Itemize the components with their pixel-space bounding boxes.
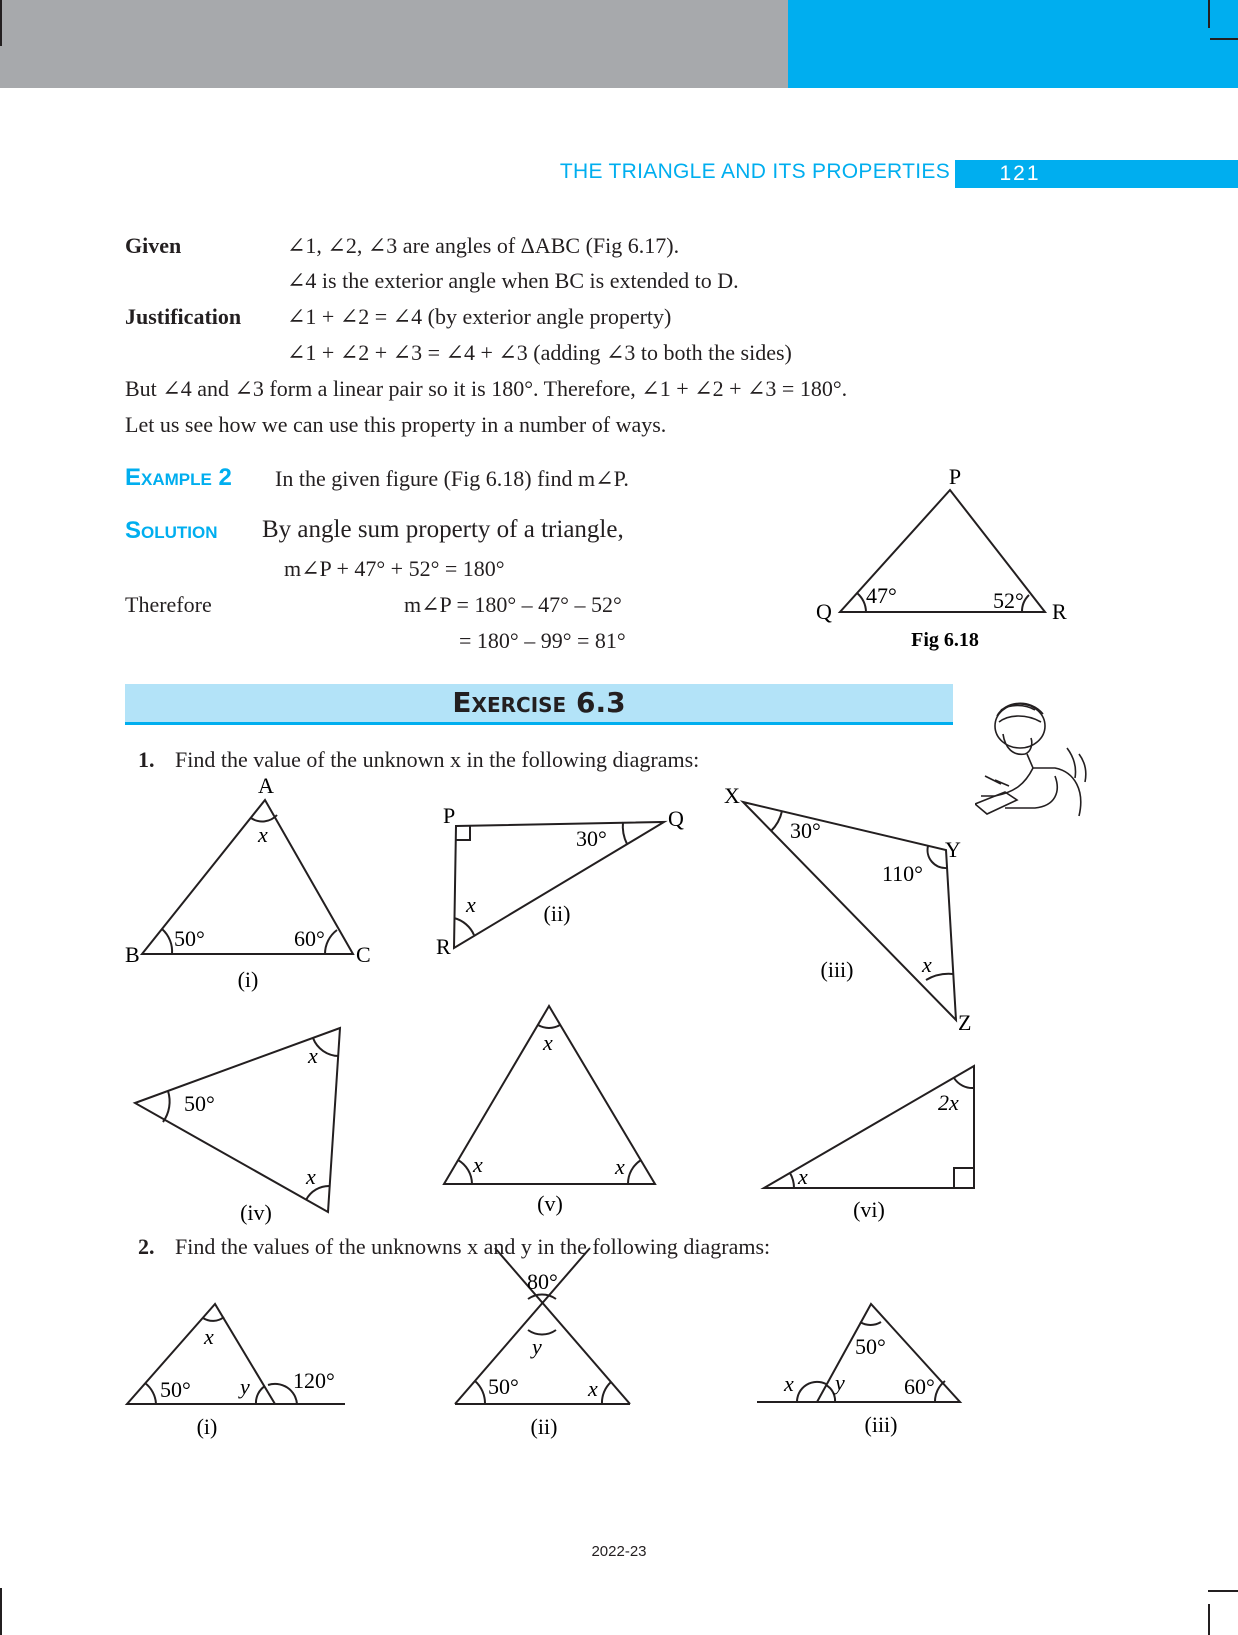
crop-mark [1208, 1604, 1210, 1635]
exercise-title: Exercise 6.3 [452, 686, 626, 719]
q1-ii-angle-q: 30° [576, 826, 607, 851]
q2-ii-arc-vertical [528, 1294, 556, 1299]
example-question: In the given figure (Fig 6.18) find m∠P. [275, 466, 629, 491]
q1-vi-angle-top: 2x [938, 1090, 959, 1115]
q1-iii-label-x: X [724, 783, 740, 808]
therefore-label: Therefore [125, 592, 212, 617]
q2-i-caption: (i) [196, 1414, 218, 1439]
q1-i-label-a: A [258, 773, 274, 798]
q2-ii-caption: (ii) [530, 1414, 558, 1439]
q2-ii-arc-right [602, 1382, 611, 1404]
q1-ii-arc-q [623, 822, 627, 844]
q1-v-angle-right: x [615, 1154, 625, 1179]
q2-i-triangle [127, 1304, 275, 1404]
exercise-diagrams [0, 770, 1238, 1560]
angle-arc-q [857, 593, 866, 612]
q1-ii-label-r: R [436, 934, 451, 959]
q2-ii-side-left [455, 1248, 590, 1404]
q2-iii-arc-top [860, 1322, 881, 1325]
q2-i-arc-left [145, 1383, 156, 1404]
crop-mark [1208, 1590, 1238, 1592]
q1-i-angle-right: 60° [294, 926, 325, 951]
q2-iii-caption: (iii) [864, 1412, 898, 1437]
q2-i-angle-top: x [204, 1324, 214, 1349]
q1-ii-caption: (ii) [543, 901, 571, 926]
q1-iii-label-y: Y [945, 837, 961, 862]
q1-v-angle-top: x [543, 1030, 553, 1055]
q1-ii-label-p: P [443, 803, 456, 828]
q2-i-arc-y [256, 1386, 265, 1404]
q1-vi-arc-left [790, 1173, 794, 1188]
q1-vi-triangle [764, 1066, 974, 1188]
q1-ii-arc-r [454, 918, 474, 935]
given-label: Given [125, 233, 182, 258]
q1-number: 1. [138, 747, 155, 772]
solution-line-3: m∠P = 180° – 47° – 52° [404, 592, 622, 617]
crop-mark [0, 0, 2, 46]
crop-mark [0, 1588, 2, 1635]
q2-number: 2. [138, 1234, 155, 1259]
solution-line-1: By angle sum property of a triangle, [262, 516, 624, 543]
footer-year: 2022-23 [591, 1543, 647, 1560]
justification-line-1: ∠1 + ∠2 = ∠4 (by exterior angle property) [287, 304, 672, 329]
figure-6-18 [800, 460, 1090, 660]
q2-i-angle-ext: 120° [293, 1368, 335, 1393]
q1-vi-right-angle [954, 1168, 974, 1188]
page-number: 121 [999, 162, 1041, 185]
q2-ii-arc-left [475, 1381, 485, 1404]
q2-iii-angle-top: 50° [855, 1334, 886, 1359]
q1-iii-label-z: Z [958, 1010, 972, 1035]
q1-text: Find the value of the unknown x in the following diagrams: [175, 747, 700, 772]
q2-i-arc-top [203, 1317, 224, 1321]
figure-caption: Fig 6.18 [911, 629, 979, 651]
q1-v-arc-left [458, 1160, 472, 1184]
q1-i-caption: (i) [237, 967, 259, 992]
q1-vi-angle-left: x [798, 1164, 808, 1189]
q1-iv-angle-left: 50° [184, 1091, 215, 1116]
q1-vi-caption: (vi) [853, 1197, 885, 1222]
intro-text: Let us see how we can use this property in a number of ways. [125, 412, 667, 437]
solution-label: Solution [125, 517, 218, 544]
header-gray-bar [0, 0, 788, 88]
solution-line-2: m∠P + 47° + 52° = 180° [284, 556, 505, 581]
justification-line-2: ∠1 + ∠2 + ∠3 = ∠4 + ∠3 (adding ∠3 to both the sides) [287, 340, 792, 365]
vertex-r-label: R [1052, 599, 1067, 624]
q1-v-angle-left: x [473, 1152, 483, 1177]
q2-iii-angle-right: 60° [904, 1374, 935, 1399]
conclusion-text: But ∠4 and ∠3 form a linear pair so it is 180°. Therefore, ∠1 + ∠2 + ∠3 = 180°. [125, 376, 848, 401]
q1-ii-triangle [454, 822, 664, 948]
q1-i-label-b: B [125, 942, 140, 967]
q1-i-label-c: C [356, 942, 371, 967]
q2-i-angle-left: 50° [160, 1377, 191, 1402]
q2-iii-angle-x: x [784, 1371, 794, 1396]
q2-iii-angle-y: y [835, 1370, 845, 1395]
q1-vi-arc-top [954, 1078, 974, 1088]
q1-v-arc-top [538, 1025, 560, 1028]
q1-iii-caption: (iii) [820, 957, 854, 982]
q1-iv-angle-top: x [308, 1043, 318, 1068]
given-line-2: ∠4 is the exterior angle when BC is extended to D. [287, 268, 739, 293]
angle-q-label: 47° [866, 583, 897, 608]
angle-r-label: 52° [993, 588, 1024, 613]
q1-iii-angle-z: x [922, 952, 932, 977]
q2-ii-angle-x: x [588, 1376, 598, 1401]
q1-i-angle-top: x [258, 822, 268, 847]
q2-text: Find the values of the unknowns x and y in the following diagrams: [175, 1234, 771, 1259]
q1-iii-triangle [743, 802, 956, 1020]
q1-iii-angle-y: 110° [882, 861, 923, 886]
q1-ii-label-q: Q [668, 806, 684, 831]
solution-line-4: = 180° – 99° = 81° [459, 628, 626, 653]
q1-iv-angle-bottom: x [306, 1164, 316, 1189]
q1-ii-angle-r: x [466, 892, 476, 917]
q1-i-arc-b [162, 929, 172, 954]
vertex-p-label: P [948, 464, 962, 489]
q2-ii-angle-y: y [532, 1334, 542, 1359]
given-line-1: ∠1, ∠2, ∠3 are angles of ΔABC (Fig 6.17). [287, 233, 680, 258]
q1-iii-angle-x: 30° [790, 818, 821, 843]
q2-i-angle-y: y [240, 1374, 250, 1399]
q1-i-angle-left: 50° [174, 926, 205, 951]
crop-mark [1210, 38, 1238, 40]
q1-v-arc-right [628, 1160, 641, 1184]
q1-iv-arc-left [163, 1091, 170, 1122]
q1-iv-caption: (iv) [240, 1200, 272, 1225]
crop-mark [1208, 0, 1210, 28]
q2-iii-arc-y [826, 1385, 835, 1402]
q1-i-arc-c [325, 930, 337, 954]
header-blue-bar [788, 0, 1238, 88]
q1-ii-right-angle [456, 826, 470, 840]
q1-iii-arc-x [771, 811, 782, 831]
justification-label: Justification [125, 304, 242, 329]
example-label: Example 2 [125, 464, 232, 491]
q2-ii-angle-vertical: 80° [527, 1269, 558, 1294]
vertex-q-label: Q [816, 599, 832, 624]
q2-ii-angle-left: 50° [488, 1374, 519, 1399]
q1-v-caption: (v) [537, 1191, 563, 1216]
chapter-title: THE TRIANGLE AND ITS PROPERTIES [559, 160, 950, 183]
